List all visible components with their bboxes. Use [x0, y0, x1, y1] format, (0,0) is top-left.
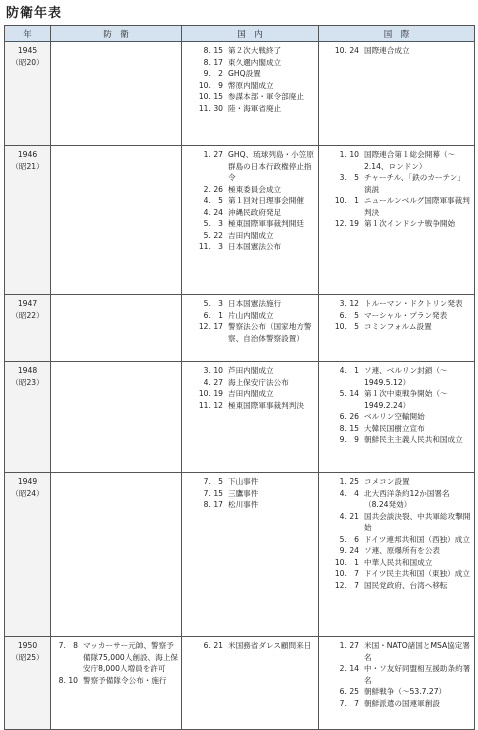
- event-date: 1. 27: [339, 641, 359, 650]
- event-text: 警察法公布（国家地方警察、自治体警察設置）: [228, 322, 312, 343]
- event-text: 沖縄民政府発足: [228, 207, 282, 217]
- event-text: ベルリン空輸開始: [364, 412, 425, 421]
- event-text: 第１回対日理事会開催: [228, 196, 304, 205]
- event-entry: [319, 388, 474, 411]
- event-text: GHQ設置: [228, 69, 261, 78]
- event-date: 8. 10: [58, 675, 78, 685]
- event-text: 朝鮮戦争（～53.7.27）: [364, 687, 447, 696]
- era-label: （昭24）: [11, 488, 44, 498]
- event-date: 10. 1: [334, 196, 359, 205]
- event-entry: [51, 640, 181, 675]
- year-row: [5, 473, 475, 637]
- year-cell: [5, 295, 51, 362]
- year-label: 1949: [17, 477, 38, 486]
- event-date: 5. 6: [339, 534, 359, 544]
- event-text: 第１次中東戦争開始（～1949.2.24）: [364, 389, 448, 410]
- event-entry: [319, 411, 474, 423]
- event-text: 中華人民共和国成立: [364, 557, 433, 567]
- event-text: 日本国憲法公布: [228, 242, 282, 251]
- event-date: 10. 7: [334, 569, 359, 578]
- event-entry: [182, 321, 318, 344]
- year-label: 1945: [17, 46, 38, 55]
- event-text: チャーチル、「鉄のカーテン」演説: [364, 173, 465, 194]
- event-text: 陸・海軍省廃止: [228, 103, 282, 113]
- year-label: 1948: [17, 366, 38, 375]
- event-text: 極東国際軍事裁判判決: [228, 400, 304, 410]
- event-date: 6. 21: [203, 641, 223, 650]
- event-date: 9. 9: [339, 435, 359, 444]
- event-entry: [182, 91, 318, 103]
- year-row: [5, 42, 475, 146]
- event-date: 1. 10: [339, 150, 359, 159]
- event-text: 東久邇内閣成立: [228, 57, 282, 67]
- domestic-cell: [182, 42, 319, 146]
- event-entry: [182, 195, 318, 207]
- event-entry: [319, 534, 474, 546]
- year-label: 1946: [17, 150, 38, 159]
- event-entry: [319, 557, 474, 569]
- event-text: 片山内閣成立: [228, 310, 274, 320]
- event-text: 吉田内閣成立: [228, 389, 274, 398]
- event-date: 3. 12: [339, 299, 359, 308]
- year-label: 1950: [17, 641, 38, 650]
- event-entry: [182, 499, 318, 511]
- event-entry: [182, 184, 318, 196]
- event-text: ニュールンベルグ国際軍事裁判判決: [364, 196, 470, 217]
- event-entry: [319, 580, 474, 592]
- event-date: 4. 5: [203, 196, 223, 205]
- event-date: 5. 14: [339, 389, 359, 398]
- event-entry: [182, 207, 318, 219]
- event-text: マーシャル・プラン発表: [364, 310, 448, 320]
- event-date: 10. 15: [198, 92, 223, 101]
- year-cell: [5, 473, 51, 637]
- event-entry: [182, 365, 318, 377]
- event-date: 9. 2: [203, 69, 223, 78]
- event-text: 極東国際軍事裁判開廷: [228, 219, 304, 228]
- event-text: ソ連、ベルリン封鎖（～1949.5.12）: [364, 366, 448, 387]
- event-date: 6. 26: [339, 412, 359, 421]
- event-text: 中・ソ友好同盟相互援助条約署名: [364, 664, 471, 685]
- era-label: （昭22）: [11, 310, 44, 320]
- event-entry: [319, 511, 474, 534]
- event-entry: [319, 149, 474, 172]
- era-label: （昭25）: [11, 652, 44, 662]
- event-entry: [319, 488, 474, 511]
- event-text: 米国・NATO諸国とMSA協定署名: [364, 641, 470, 662]
- event-text: 大韓民国樹立宣布: [364, 423, 425, 433]
- event-text: 米国務省ダレス顧問来日: [228, 641, 312, 650]
- event-date: 10. 19: [198, 389, 223, 398]
- international-cell: [319, 295, 475, 362]
- event-entry: [319, 568, 474, 580]
- defense-cell: [51, 146, 182, 295]
- event-text: 日本国憲法施行: [228, 299, 282, 308]
- defense-cell: [51, 42, 182, 146]
- defense-cell: [51, 637, 182, 730]
- header-row: [5, 26, 475, 42]
- event-text: 国際連合第１総会開幕（～2.14、ロンドン）: [364, 150, 456, 171]
- event-date: 3. 10: [203, 366, 223, 375]
- year-row: [5, 146, 475, 295]
- event-entry: [182, 488, 318, 500]
- year-row: [5, 295, 475, 362]
- event-date: 1. 25: [339, 477, 359, 486]
- event-text: 第２次大戦終了: [228, 46, 282, 55]
- event-text: 海上保安庁法公布: [228, 377, 289, 387]
- event-entry: [182, 57, 318, 69]
- domestic-cell: [182, 637, 319, 730]
- event-entry: [182, 218, 318, 230]
- event-text: コミンフォルム設置: [364, 322, 432, 331]
- defense-cell: [51, 362, 182, 473]
- event-date: 10. 24: [334, 46, 359, 55]
- event-entry: [319, 195, 474, 218]
- event-entry: [182, 149, 318, 184]
- event-entry: [319, 310, 474, 322]
- event-entry: [51, 675, 181, 687]
- event-entry: [182, 298, 318, 310]
- event-entry: [319, 45, 474, 57]
- event-entry: [182, 80, 318, 92]
- international-cell: [319, 473, 475, 637]
- event-text: 三鷹事件: [228, 488, 259, 498]
- event-entry: [182, 45, 318, 57]
- event-date: 7. 7: [339, 698, 359, 708]
- event-date: 10. 9: [198, 80, 223, 90]
- era-label: （昭23）: [11, 377, 44, 387]
- event-text: 参謀本部・軍令部廃止: [228, 92, 304, 101]
- domestic-cell: [182, 295, 319, 362]
- event-date: 7. 5: [203, 477, 223, 486]
- event-date: 5. 3: [203, 299, 223, 308]
- page-title: 防衛年表: [6, 6, 63, 21]
- event-date: 6. 25: [339, 687, 359, 696]
- event-date: 11. 30: [198, 103, 223, 113]
- event-date: 8. 17: [203, 500, 223, 509]
- event-entry: [319, 434, 474, 446]
- event-text: 国際連合成立: [364, 46, 410, 55]
- event-date: 8. 15: [203, 46, 223, 55]
- event-date: 2. 26: [203, 184, 223, 194]
- event-entry: [319, 423, 474, 435]
- event-entry: [182, 310, 318, 322]
- event-date: 4. 4: [339, 488, 359, 498]
- event-text: ドイツ連邦共和国（西独）成立: [364, 534, 470, 544]
- event-entry: [182, 103, 318, 115]
- year-row: [5, 362, 475, 473]
- event-date: 11. 12: [198, 400, 223, 410]
- event-date: 8. 15: [339, 423, 359, 433]
- event-text: 国民党政府、台湾へ移転: [364, 580, 448, 590]
- year-cell: [5, 42, 51, 146]
- event-text: 警察予備隊令公布・施行: [83, 675, 167, 685]
- event-entry: [319, 640, 474, 663]
- header-defense: 防 衛: [51, 26, 182, 42]
- international-cell: [319, 146, 475, 295]
- event-entry: [319, 698, 474, 710]
- international-cell: [319, 637, 475, 730]
- event-text: 朝鮮派遣の国連軍創設: [364, 698, 440, 708]
- event-entry: [319, 476, 474, 488]
- event-text: 極東委員会成立: [228, 184, 282, 194]
- event-date: 11. 3: [198, 242, 223, 251]
- year-cell: [5, 637, 51, 730]
- domestic-cell: [182, 146, 319, 295]
- event-date: 6. 1: [203, 310, 223, 320]
- event-entry: [319, 545, 474, 557]
- event-entry: [182, 230, 318, 242]
- event-date: 5. 22: [203, 230, 223, 240]
- event-text: 吉田内閣成立: [228, 230, 274, 240]
- event-date: 1. 27: [203, 150, 223, 159]
- event-date: 5. 3: [203, 219, 223, 228]
- event-entry: [319, 663, 474, 686]
- event-entry: [319, 686, 474, 698]
- event-entry: [319, 172, 474, 195]
- event-entry: [182, 476, 318, 488]
- event-date: 12. 19: [334, 219, 359, 228]
- event-entry: [319, 365, 474, 388]
- event-date: 4. 21: [339, 511, 359, 521]
- domestic-cell: [182, 362, 319, 473]
- year-label: 1947: [17, 299, 38, 308]
- event-entry: [182, 400, 318, 412]
- event-text: 北大西洋条約12か国署名（8.24発効）: [364, 488, 450, 509]
- year-row: [5, 637, 475, 730]
- event-date: 12. 7: [334, 580, 359, 590]
- domestic-cell: [182, 473, 319, 637]
- event-text: 芦田内閣成立: [228, 366, 274, 375]
- chronology-table: [4, 25, 475, 730]
- event-entry: [319, 321, 474, 333]
- event-date: 8. 17: [203, 57, 223, 67]
- header-year: 年: [5, 26, 51, 42]
- year-cell: [5, 362, 51, 473]
- event-entry: [319, 298, 474, 310]
- event-date: 9. 24: [339, 546, 359, 555]
- event-date: 7. 15: [203, 488, 223, 498]
- event-entry: [182, 640, 318, 652]
- event-text: トルーマン・ドクトリン発表: [364, 299, 463, 308]
- event-text: GHQ、琉球列島・小笠原群島の日本行政権停止指令: [228, 150, 314, 182]
- event-entry: [319, 218, 474, 230]
- event-date: 10. 5: [334, 322, 359, 331]
- event-date: 3. 5: [339, 173, 359, 182]
- event-date: 2. 14: [339, 664, 359, 673]
- event-text: 国共会談決裂、中共軍総攻撃開始: [364, 511, 471, 532]
- era-label: （昭20）: [11, 57, 44, 67]
- international-cell: [319, 362, 475, 473]
- year-cell: [5, 146, 51, 295]
- event-text: ソ連、原爆所有を公表: [364, 546, 440, 555]
- header-domestic: 国 内: [182, 26, 319, 42]
- event-text: 第１次インドシナ戦争開始: [364, 219, 456, 228]
- event-entry: [182, 241, 318, 253]
- event-text: 下山事件: [228, 477, 259, 486]
- event-text: 幣原内閣成立: [228, 80, 274, 90]
- event-date: 10. 1: [334, 557, 359, 567]
- event-text: マッカーサー元帥、警察予備隊75,000人創設、海上保安庁8,000人増員を許可: [83, 641, 178, 673]
- event-text: ドイツ民主共和国（東独）成立: [364, 569, 470, 578]
- event-entry: [182, 377, 318, 389]
- event-date: 12. 17: [198, 322, 223, 331]
- defense-cell: [51, 295, 182, 362]
- event-date: 4. 24: [203, 207, 223, 217]
- event-text: コメコン設置: [364, 477, 410, 486]
- event-text: 松川事件: [228, 500, 259, 509]
- era-label: （昭21）: [11, 161, 44, 171]
- international-cell: [319, 42, 475, 146]
- header-international: 国 際: [319, 26, 475, 42]
- event-entry: [182, 68, 318, 80]
- event-date: 7. 8: [58, 641, 78, 650]
- event-text: 朝鮮民主主義人民共和国成立: [364, 435, 463, 444]
- event-date: 6. 5: [339, 310, 359, 320]
- event-date: 4. 1: [339, 366, 359, 375]
- event-entry: [182, 388, 318, 400]
- event-date: 4. 27: [203, 377, 223, 387]
- defense-cell: [51, 473, 182, 637]
